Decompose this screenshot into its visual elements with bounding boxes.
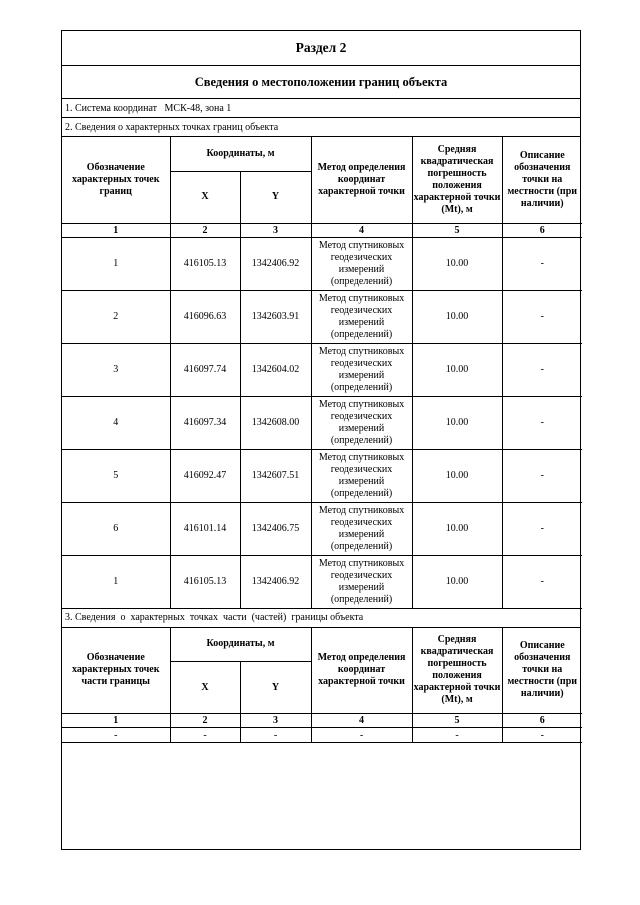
header-description: Описание обозначения точки на местности (при наличии) xyxy=(502,628,582,714)
table-row xyxy=(62,502,582,555)
point-x: 416101.14 xyxy=(170,502,240,555)
point-y: 1342604.02 xyxy=(240,343,311,396)
boundary-points-table xyxy=(62,137,582,609)
column-number: 1 xyxy=(62,223,170,237)
point-description: - xyxy=(502,237,582,290)
point-description: - xyxy=(502,396,582,449)
header-y: Y xyxy=(240,171,311,223)
point-id: 4 xyxy=(62,396,170,449)
point-method: Метод спутниковых геодезических измерений (определений) xyxy=(311,290,412,343)
point-error: 10.00 xyxy=(412,290,502,343)
point-description: - xyxy=(502,449,582,502)
point-y: 1342406.92 xyxy=(240,555,311,608)
header-x: X xyxy=(170,662,240,714)
column-number: 6 xyxy=(502,714,582,728)
point-error: 10.00 xyxy=(412,449,502,502)
header-x: X xyxy=(170,171,240,223)
part3-heading: 3. Сведения о характерных точках части (частей) границы объекта xyxy=(62,609,580,628)
point-error: 10.00 xyxy=(412,555,502,608)
column-number: 3 xyxy=(240,714,311,728)
part-point-description: - xyxy=(502,728,582,743)
point-error: 10.00 xyxy=(412,502,502,555)
part-point-x: - xyxy=(170,728,240,743)
point-description: - xyxy=(502,290,582,343)
column-number: 2 xyxy=(170,223,240,237)
point-y: 1342603.91 xyxy=(240,290,311,343)
table-row xyxy=(62,290,582,343)
point-method: Метод спутниковых геодезических измерений (определений) xyxy=(311,449,412,502)
point-y: 1342406.75 xyxy=(240,502,311,555)
point-method: Метод спутниковых геодезических измерений (определений) xyxy=(311,502,412,555)
point-error: 10.00 xyxy=(412,396,502,449)
section-subtitle: Сведения о местоположении границ объекта xyxy=(62,66,580,99)
header-error: Средняя квадратическая погрешность положения характерной точки (Mt), м xyxy=(412,137,502,223)
point-error: 10.00 xyxy=(412,343,502,396)
section-title: Раздел 2 xyxy=(62,31,580,66)
point-method: Метод спутниковых геодезических измерений (определений) xyxy=(311,237,412,290)
point-id: 1 xyxy=(62,237,170,290)
point-id: 6 xyxy=(62,502,170,555)
point-x: 416105.13 xyxy=(170,237,240,290)
part-boundary-points-table xyxy=(62,628,582,744)
table-row xyxy=(62,343,582,396)
point-y: 1342607.51 xyxy=(240,449,311,502)
point-description: - xyxy=(502,555,582,608)
point-id: 2 xyxy=(62,290,170,343)
part-point-id: - xyxy=(62,728,170,743)
document-page xyxy=(61,30,581,850)
point-method: Метод спутниковых геодезических измерений (определений) xyxy=(311,555,412,608)
column-number: 1 xyxy=(62,714,170,728)
point-x: 416092.47 xyxy=(170,449,240,502)
table-row xyxy=(62,396,582,449)
column-number: 3 xyxy=(240,223,311,237)
point-id: 1 xyxy=(62,555,170,608)
header-method: Метод определения координат характерной точки xyxy=(311,137,412,223)
column-number: 5 xyxy=(412,714,502,728)
header-coords: Координаты, м xyxy=(170,628,311,662)
point-method: Метод спутниковых геодезических измерений (определений) xyxy=(311,396,412,449)
column-number: 4 xyxy=(311,223,412,237)
header-designation: Обозначение характерных точек части границы xyxy=(62,628,170,714)
point-description: - xyxy=(502,502,582,555)
part-point-error: - xyxy=(412,728,502,743)
column-number: 6 xyxy=(502,223,582,237)
header-description: Описание обозначения точки на местности (при наличии) xyxy=(502,137,582,223)
header-coords: Координаты, м xyxy=(170,137,311,171)
point-description: - xyxy=(502,343,582,396)
column-number: 4 xyxy=(311,714,412,728)
table-row xyxy=(62,728,582,743)
point-id: 5 xyxy=(62,449,170,502)
point-id: 3 xyxy=(62,343,170,396)
coordinate-system: 1. Система координат МСК-48, зона 1 xyxy=(62,99,580,118)
point-x: 416105.13 xyxy=(170,555,240,608)
part-point-method: - xyxy=(311,728,412,743)
column-number: 5 xyxy=(412,223,502,237)
table-row xyxy=(62,555,582,608)
part-point-y: - xyxy=(240,728,311,743)
point-y: 1342608.00 xyxy=(240,396,311,449)
point-y: 1342406.92 xyxy=(240,237,311,290)
header-error: Средняя квадратическая погрешность положения характерной точки (Mt), м xyxy=(412,628,502,714)
header-y: Y xyxy=(240,662,311,714)
point-x: 416097.34 xyxy=(170,396,240,449)
point-method: Метод спутниковых геодезических измерений (определений) xyxy=(311,343,412,396)
header-method: Метод определения координат характерной точки xyxy=(311,628,412,714)
header-designation: Обозначение характерных точек границ xyxy=(62,137,170,223)
point-x: 416097.74 xyxy=(170,343,240,396)
table-row xyxy=(62,449,582,502)
point-error: 10.00 xyxy=(412,237,502,290)
column-number: 2 xyxy=(170,714,240,728)
table-row xyxy=(62,237,582,290)
point-x: 416096.63 xyxy=(170,290,240,343)
part2-heading: 2. Сведения о характерных точках границ объекта xyxy=(62,118,580,137)
